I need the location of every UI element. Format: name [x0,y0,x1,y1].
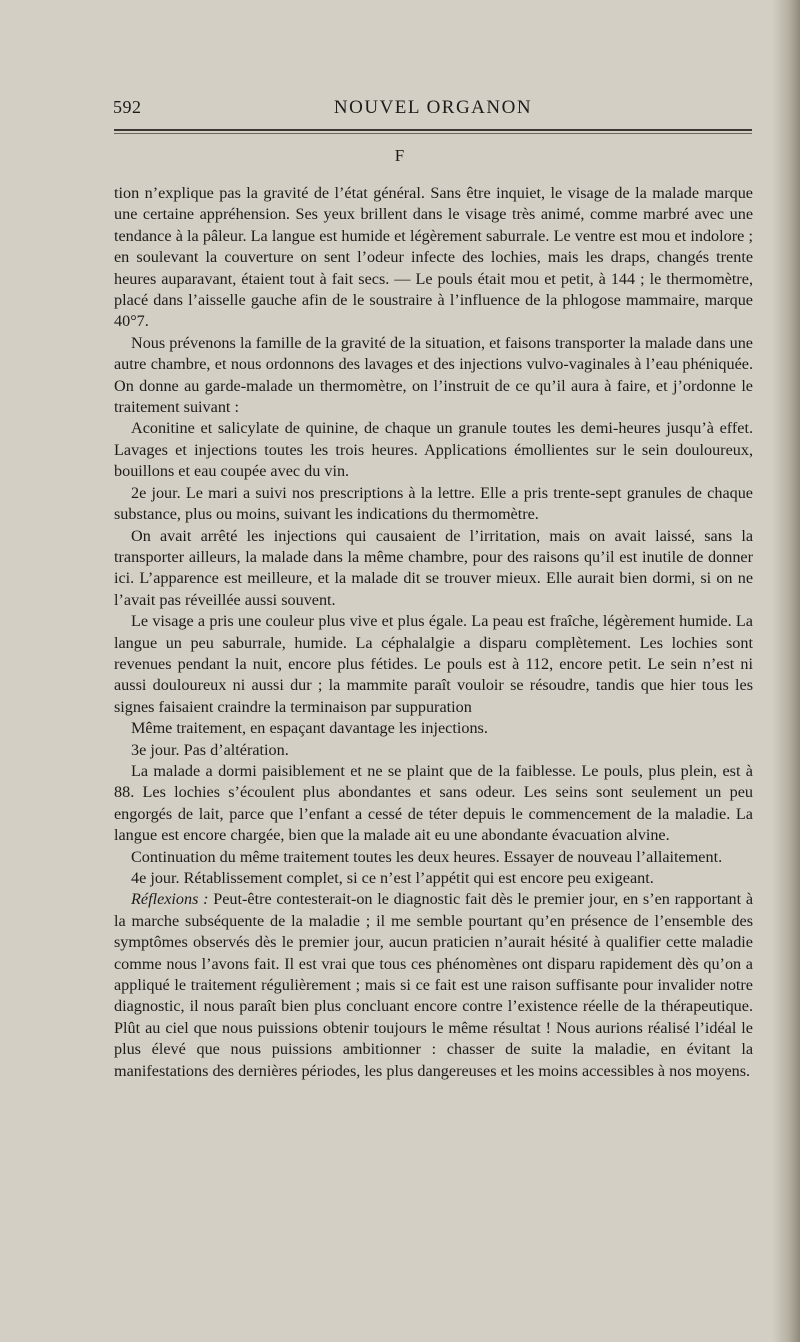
body-text [114,183,753,1082]
paragraph: On avait arrêté les injections qui causaient de l’irritation, mais on avait laissé, sans la transporter ailleurs, la malade dans la même chambre, pour des raisons qu’il est inutile de donner ici. L’apparence est meilleure, et la malade dit se trouver mieux. Elle aurait bien dormi, si on ne l’avait pas réveillée aussi souvent. [114,526,753,609]
reflexions-paragraph [114,889,753,1082]
reflexions-text: Peut-être contesterait-on le diagnostic fait dès le premier jour, en s’en rapportant à la marche subséquente de la maladie ; il me semble pourtant qu’en présence de l’ensemble des symptômes observés dès le premier jour, aucun praticien n’aurait hésité à qualifier cette maladie comme nous l’avons fait. Il est vrai que tous ces phénomènes ont disparu rapidement dès qu’on a appliqué le traitement régulièrement ; mais si ce fait est une raison suffisante pour invalider notre diagnostic, il nous paraît bien plus concluant encore contre l’existence réelle de la thérapeutique. Plût au ciel que nous puissions obtenir toujours le même résultat ! Nous aurions réalisé l’idéal le plus élevé que nous puissions ambitionner : chasser de suite la maladie, en évitant la manifestations des dernières périodes, les plus dangereuses et les moins accessibles à nos moyens. [114,890,754,1080]
header-rule [114,129,752,131]
paragraph: Continuation du même traitement toutes les deux heures. Essayer de nouveau l’allaitement. [131,847,723,866]
paragraph: Nous prévenons la famille de la gravité de la situation, et faisons transporter la malade dans une autre chambre, et nous ordonnons des lavages et des injections vulvo-vaginales à l’eau phéniquée. On donne au garde-malade un thermomètre, on l’instruit de ce qu’il aura à faire, et j’ordonne le traitement suivant : [114,333,753,417]
page-edge-shadow [772,0,800,1342]
paragraph: 3e jour. Pas d’altération. [131,740,289,759]
reflexions-label: Réflexions : [131,890,209,909]
paragraph: Même traitement, en espaçant davantage les injections. [131,719,488,738]
signature-mark: F [394,146,406,165]
running-title: NOUVEL ORGANON [333,97,533,118]
page-number: 592 [113,97,142,117]
paragraph: tion n’explique pas la gravité de l’état général. Sans être inquiet, le visage de la malade marque une certaine appréhension. Ses yeux brillent dans le visage très animé, comme marbré avec une tendance à la pâleur. La langue est humide et légèrement saburrale. Le ventre est mou et indolore ; en soulevant la couverture on sent l’odeur infecte des lochies, mais les draps, changés trente heures auparavant, étaient tout à fait secs. — Le pouls était mou et petit, à 144 ; le thermomètre, placé dans l’aisselle gauche afin de le soustraire à l’influence de la phlogose mammaire, marque 40°7. [114,184,753,331]
paragraph: 4e jour. Rétablissement complet, si ce n’est l’appétit qui est encore peu exigeant. [131,869,654,887]
running-head [113,97,753,123]
paragraph: Aconitine et salicylate de quinine, de chaque un granule toutes les demi-heures jusqu’à effet. Lavages et injections toutes les trois heures. Applications émollientes sur le sein douloureux, bouillons et eau coupée avec du vin. [114,419,753,481]
paragraph: La malade a dormi paisiblement et ne se plaint que de la faiblesse. Le pouls, plus plein, est à 88. Les lochies s’écoulent plus abondantes et sans odeur. Les seins sont seulement un peu engorgés de lait, parce que l’enfant a cessé de téter depuis le commencement de la maladie. La langue est encore chargée, bien que la malade ait eu une abondante évacuation alvine. [114,761,753,845]
header-rule-thin [114,133,752,134]
paragraph: Le visage a pris une couleur plus vive et plus égale. La peau est fraîche, légèrement humide. La langue un peu saburrale, humide. La céphalalgie a disparu complètement. Les lochies sont revenues pendant la nuit, encore plus fétides. Le pouls est à 112, encore petit. Le sein n’est ni aussi douloureux ni aussi dur ; la mammite paraît vouloir se résoudre, tandis que hier tous les signes faisaient craindre la terminaison par suppuration [114,612,753,716]
paragraph: 2e jour. Le mari a suivi nos prescriptions à la lettre. Elle a pris trente-sept granules de chaque substance, plus ou moins, suivant les indications du thermomètre. [114,483,753,524]
